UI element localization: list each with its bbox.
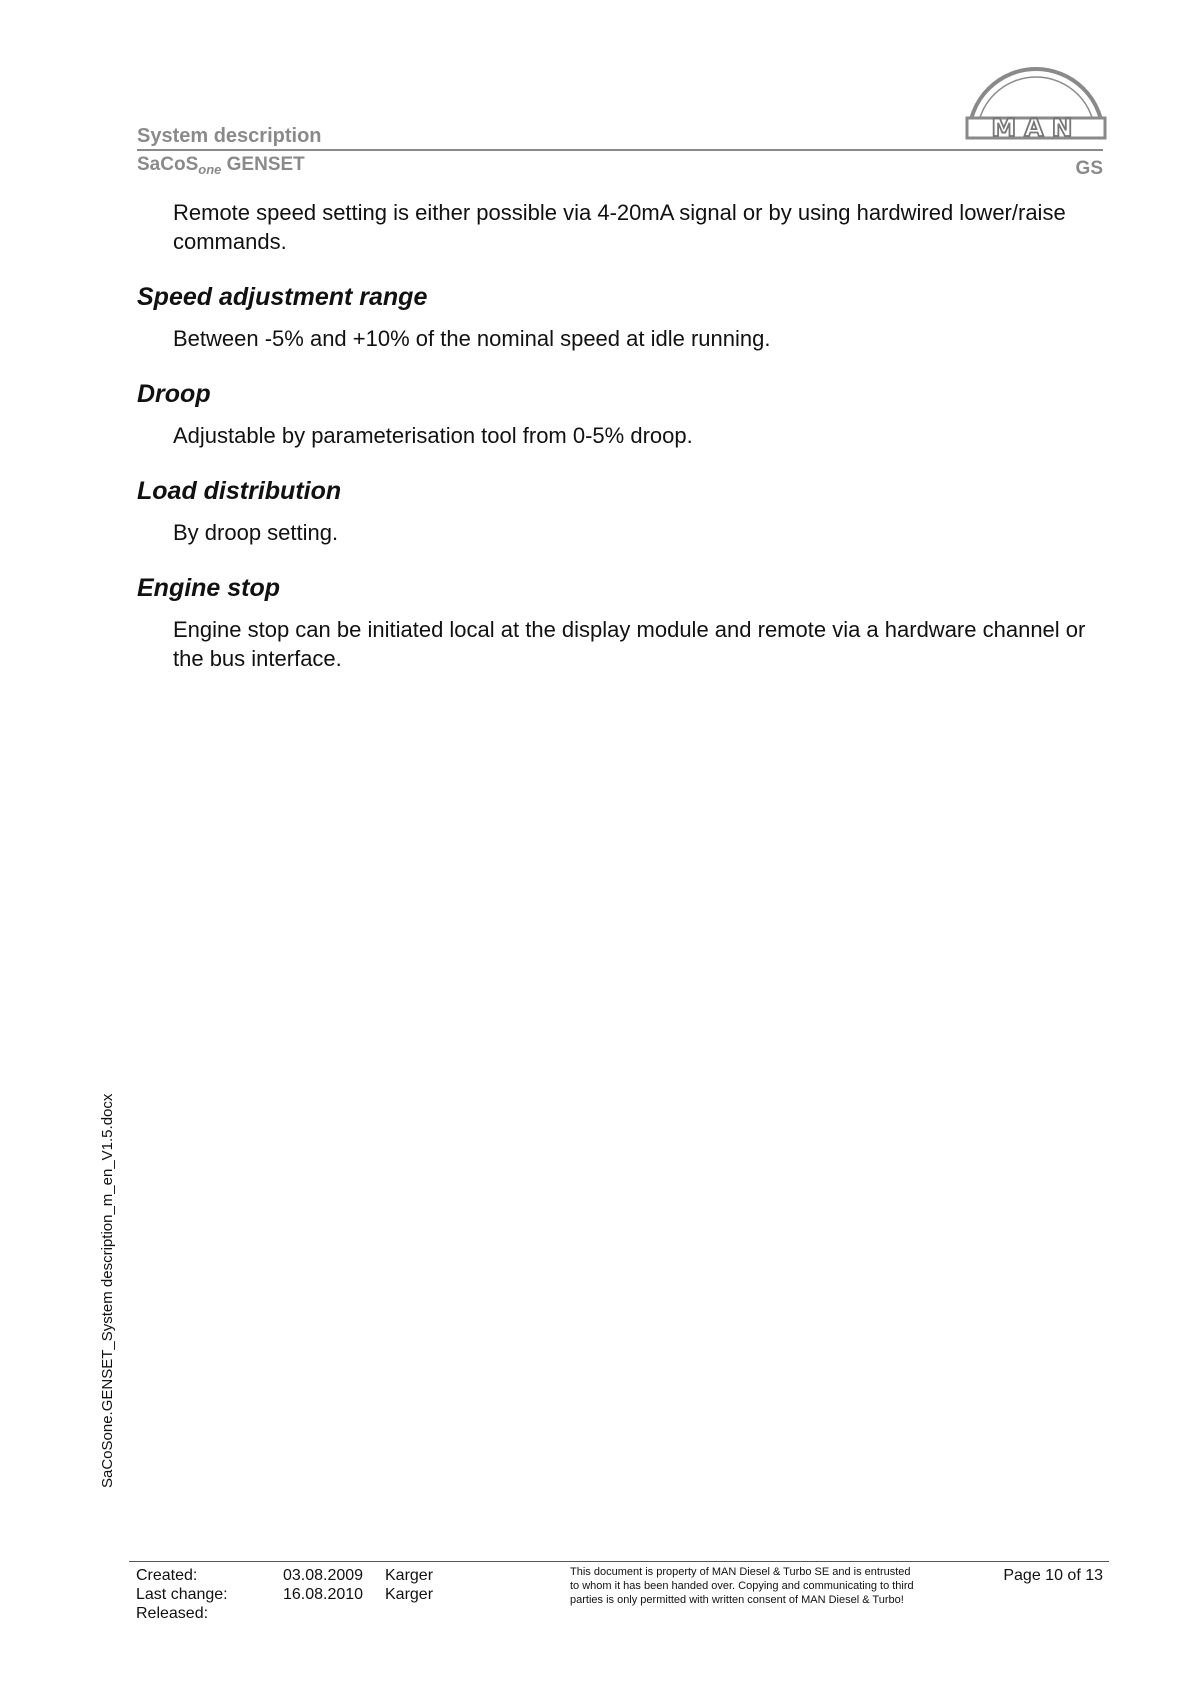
section-heading: Engine stop [137, 574, 281, 602]
subtitle-rest: GENSET [221, 154, 305, 175]
subtitle-main: SaCoS [137, 154, 199, 175]
footer-name: Karger [385, 1586, 434, 1603]
footer-label: Last change: [136, 1586, 228, 1603]
footer-date: 16.08.2010 [283, 1586, 364, 1603]
man-logo [965, 62, 1107, 150]
section-paragraph: By droop setting. [173, 520, 339, 545]
subtitle-subscript: one [198, 162, 222, 177]
document-body [137, 198, 1097, 673]
section-heading: Load distribution [137, 477, 342, 505]
intro-paragraph: Remote speed setting is either possible via 4-20mA signal or by using hardwired lower/raise commands. [173, 200, 1066, 254]
footer-notice [570, 1565, 960, 1607]
header-code: GS [1075, 158, 1103, 179]
header-title: System description [137, 125, 322, 147]
header-divider [137, 149, 1103, 151]
footer-dates [283, 1566, 363, 1604]
section-heading: Speed adjustment range [137, 283, 428, 311]
footer-name: Karger [385, 1567, 434, 1584]
footer-labels [136, 1566, 228, 1623]
side-filename: SaCoSone.GENSET_System description_m_en_V1.5.docx [99, 1093, 116, 1488]
section-paragraph: Engine stop can be initiated local at the display module and remote via a hardware channel or the bus interface. [173, 617, 1086, 671]
notice-line: to whom it has been handed over. Copying and communicating to third [570, 1580, 914, 1592]
footer-label: Released: [136, 1605, 209, 1622]
footer-divider [129, 1561, 1109, 1562]
section-heading: Droop [137, 380, 211, 408]
footer-names [385, 1566, 433, 1604]
header-subtitle [137, 154, 305, 176]
page-number: Page 10 of 13 [1003, 1567, 1103, 1584]
section-paragraph: Between -5% and +10% of the nominal speed at idle running. [173, 326, 771, 351]
notice-line: parties is only permitted with written consent of MAN Diesel & Turbo! [570, 1594, 904, 1606]
section-paragraph: Adjustable by parameterisation tool from 0-5% droop. [173, 423, 693, 448]
logo-text: MAN [991, 113, 1081, 142]
footer-date: 03.08.2009 [283, 1567, 364, 1584]
notice-line: This document is property of MAN Diesel & Turbo SE and is entrusted [570, 1566, 911, 1578]
footer-label: Created: [136, 1567, 198, 1584]
